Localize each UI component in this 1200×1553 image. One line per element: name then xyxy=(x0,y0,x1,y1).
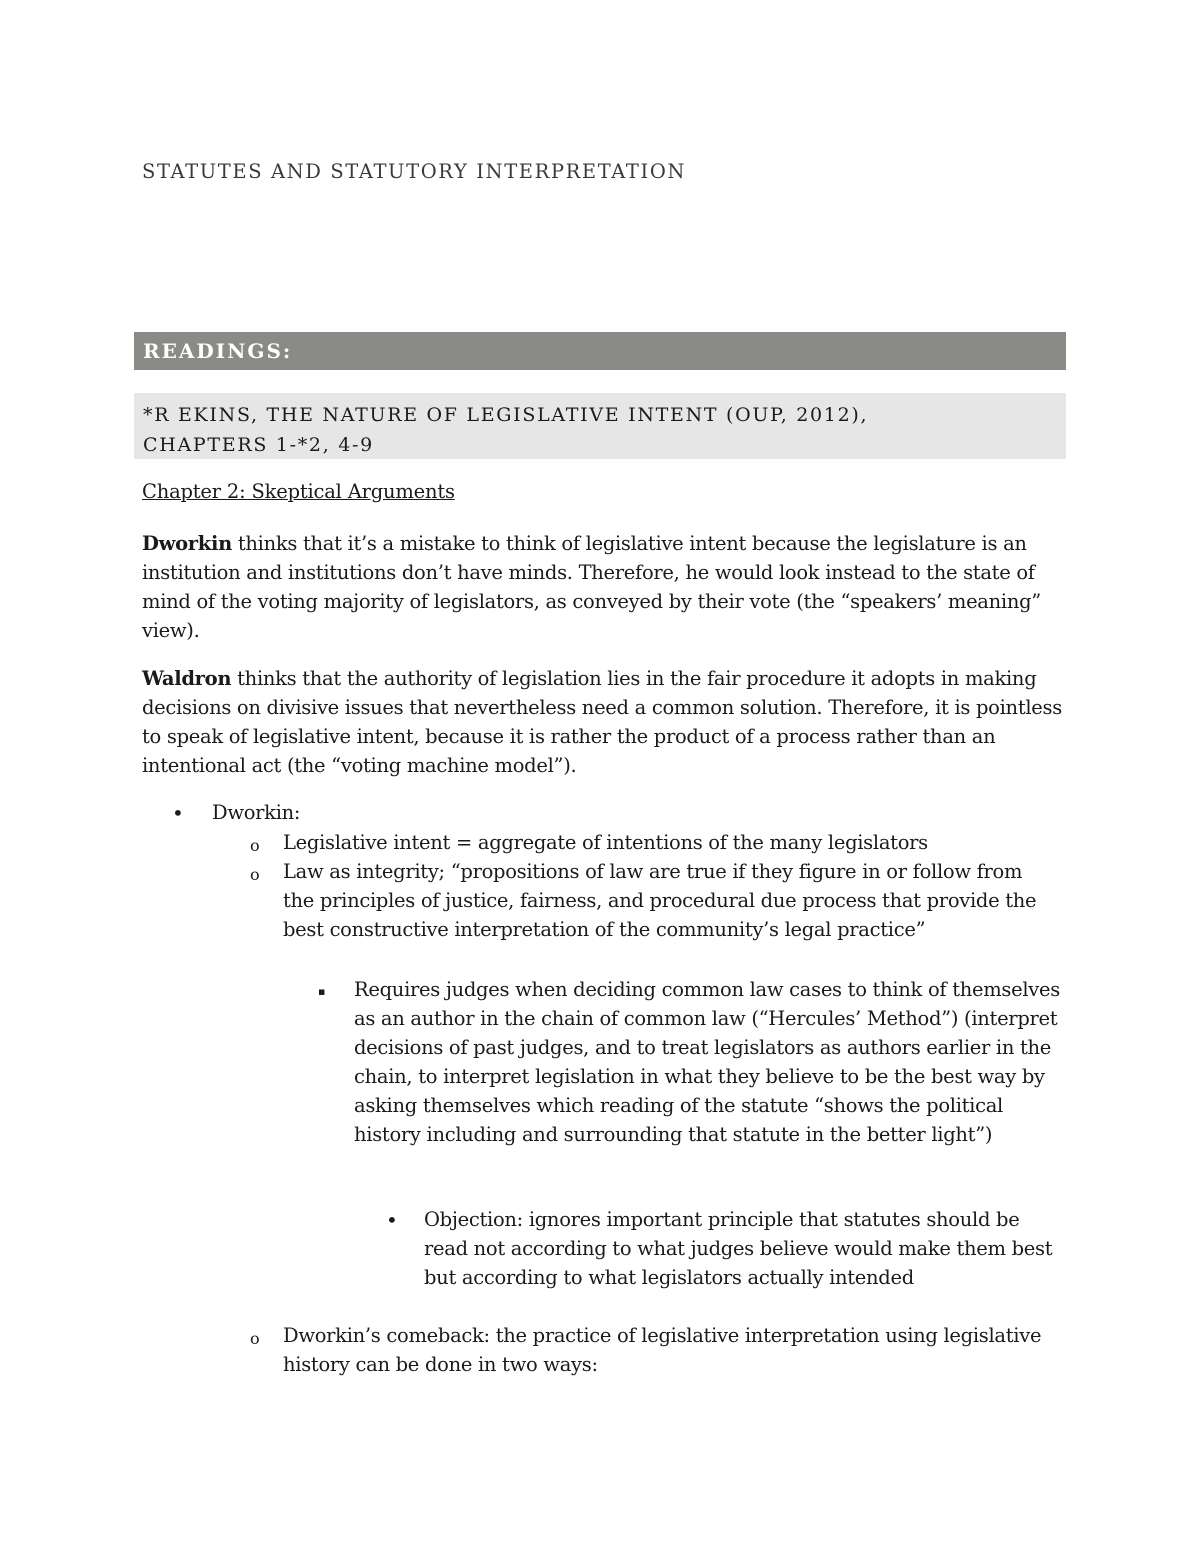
paragraph-dworkin xyxy=(142,529,1062,645)
readings-section-heading: READINGS: xyxy=(134,332,1066,370)
paragraph-text: thinks that the authority of legislation lies in the fair procedure it adopts in making decisions on divisive issues that nevertheless need a common solution. Therefore, it is pointless to speak of legislative intent, because it is rather the product of a process rather than an intentional act (the “voting machine model”). xyxy=(142,667,1062,777)
circle-bullet-icon: o xyxy=(250,836,260,855)
document-title: STATUTES AND STATUTORY INTERPRETATION xyxy=(142,160,687,183)
square-bullet-icon: ▪ xyxy=(318,985,326,998)
reading-citation-line: *R EKINS, THE NATURE OF LEGISLATIVE INTENT (OUP, 2012), xyxy=(143,404,869,426)
bullet-icon: • xyxy=(386,1208,398,1232)
list-item: Law as integrity; “propositions of law are true if they figure in or follow from the principles of justice, fairness, and procedural due process that provide the best constructive interpretation of the community’s legal practice” xyxy=(283,860,1037,941)
list-item: Requires judges when deciding common law cases to think of themselves as an author in the chain of common law (“Hercules’ Method”) (interpret decisions of past judges, and to treat legislators as authors earlier in the chain, to interpret legislation in what they believe to be the best way by asking themselves which reading of the statute “shows the political history including and surrounding that statute in the better light”) xyxy=(354,978,1060,1146)
reading-citation-box xyxy=(134,393,1066,459)
paragraph-lead: Dworkin xyxy=(142,532,232,555)
circle-bullet-icon: o xyxy=(250,1329,260,1348)
bullet-icon: • xyxy=(172,801,184,825)
paragraph-waldron xyxy=(142,664,1062,780)
paragraph-lead: Waldron xyxy=(142,667,232,690)
list-item: Dworkin’s comeback: the practice of legislative interpretation using legislative history can be done in two ways: xyxy=(283,1324,1042,1376)
list-item: Legislative intent = aggregate of intentions of the many legislators xyxy=(283,831,928,854)
reading-citation-line: CHAPTERS 1-*2, 4-9 xyxy=(143,434,374,456)
chapter-heading: Chapter 2: Skeptical Arguments xyxy=(142,480,455,503)
circle-bullet-icon: o xyxy=(250,865,260,884)
list-item: Dworkin: xyxy=(212,801,301,824)
list-item: Objection: ignores important principle that statutes should be read not according to what judges believe would make them best but according to what legislators actually intended xyxy=(424,1208,1053,1289)
paragraph-text: thinks that it’s a mistake to think of legislative intent because the legislature is an institution and institutions don’t have minds. Therefore, he would look instead to the state of mind of the voting majority of legislators, as conveyed by their vote (the “speakers’ meaning” view). xyxy=(142,532,1041,642)
